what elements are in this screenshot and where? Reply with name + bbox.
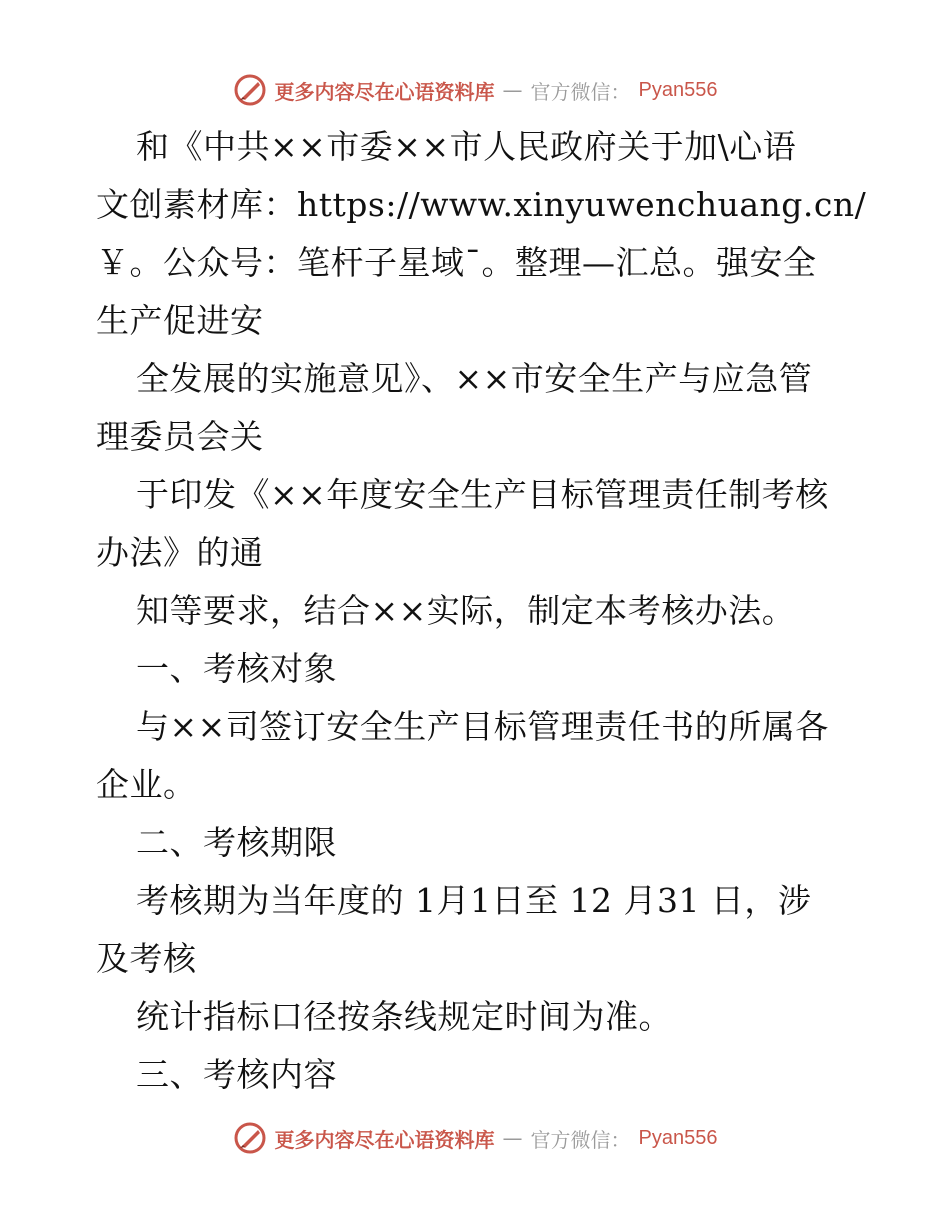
header-banner	[0, 70, 950, 110]
quill-pen-circle-icon	[233, 1121, 267, 1155]
text-line: 文创素材库：https://www.xinyuwenchuang.cn/	[96, 185, 867, 224]
quill-pen-circle-icon	[233, 73, 267, 107]
banner-wechat-id: Pyan556	[638, 1126, 718, 1149]
text-line: 知等要求，结合××实际，制定本考核办法。	[136, 591, 796, 630]
text-line: 及考核	[96, 939, 197, 978]
section-heading: 二、考核期限	[136, 823, 337, 862]
banner-slogan: 更多内容尽在心语资料库	[274, 1127, 495, 1152]
text-line: 统计指标口径按条线规定时间为准。	[136, 997, 672, 1036]
text-line: ￥。公众号：笔杆子星域¯。整理—汇总。强安全	[96, 243, 817, 282]
banner-wechat-label: 官方微信：	[530, 79, 631, 104]
text-line: 理委员会关	[96, 417, 264, 456]
banner-dash: —	[502, 78, 523, 102]
banner-wechat-id: Pyan556	[638, 78, 718, 101]
text-line: 考核期为当年度的 1月1日至 12 月31 日，涉	[136, 881, 812, 920]
banner-dash: —	[502, 1126, 523, 1150]
text-line: 企业。	[96, 765, 197, 804]
text-line: 生产促进安	[96, 301, 264, 340]
text-line: 于印发《××年度安全生产目标管理责任制考核	[136, 475, 829, 514]
banner-slogan: 更多内容尽在心语资料库	[274, 79, 495, 104]
banner-wechat-label: 官方微信：	[530, 1127, 631, 1152]
section-heading: 一、考核对象	[136, 649, 337, 688]
document-body	[96, 118, 876, 1104]
text-line: 全发展的实施意见》、××市安全生产与应急管	[136, 359, 813, 398]
section-heading: 三、考核内容	[136, 1055, 337, 1094]
text-line: 与××司签订安全生产目标管理责任书的所属各	[136, 707, 829, 746]
footer-banner	[0, 1118, 950, 1158]
text-line: 和《中共××市委××市人民政府关于加\心语	[136, 127, 797, 166]
text-line: 办法》的通	[96, 533, 264, 572]
